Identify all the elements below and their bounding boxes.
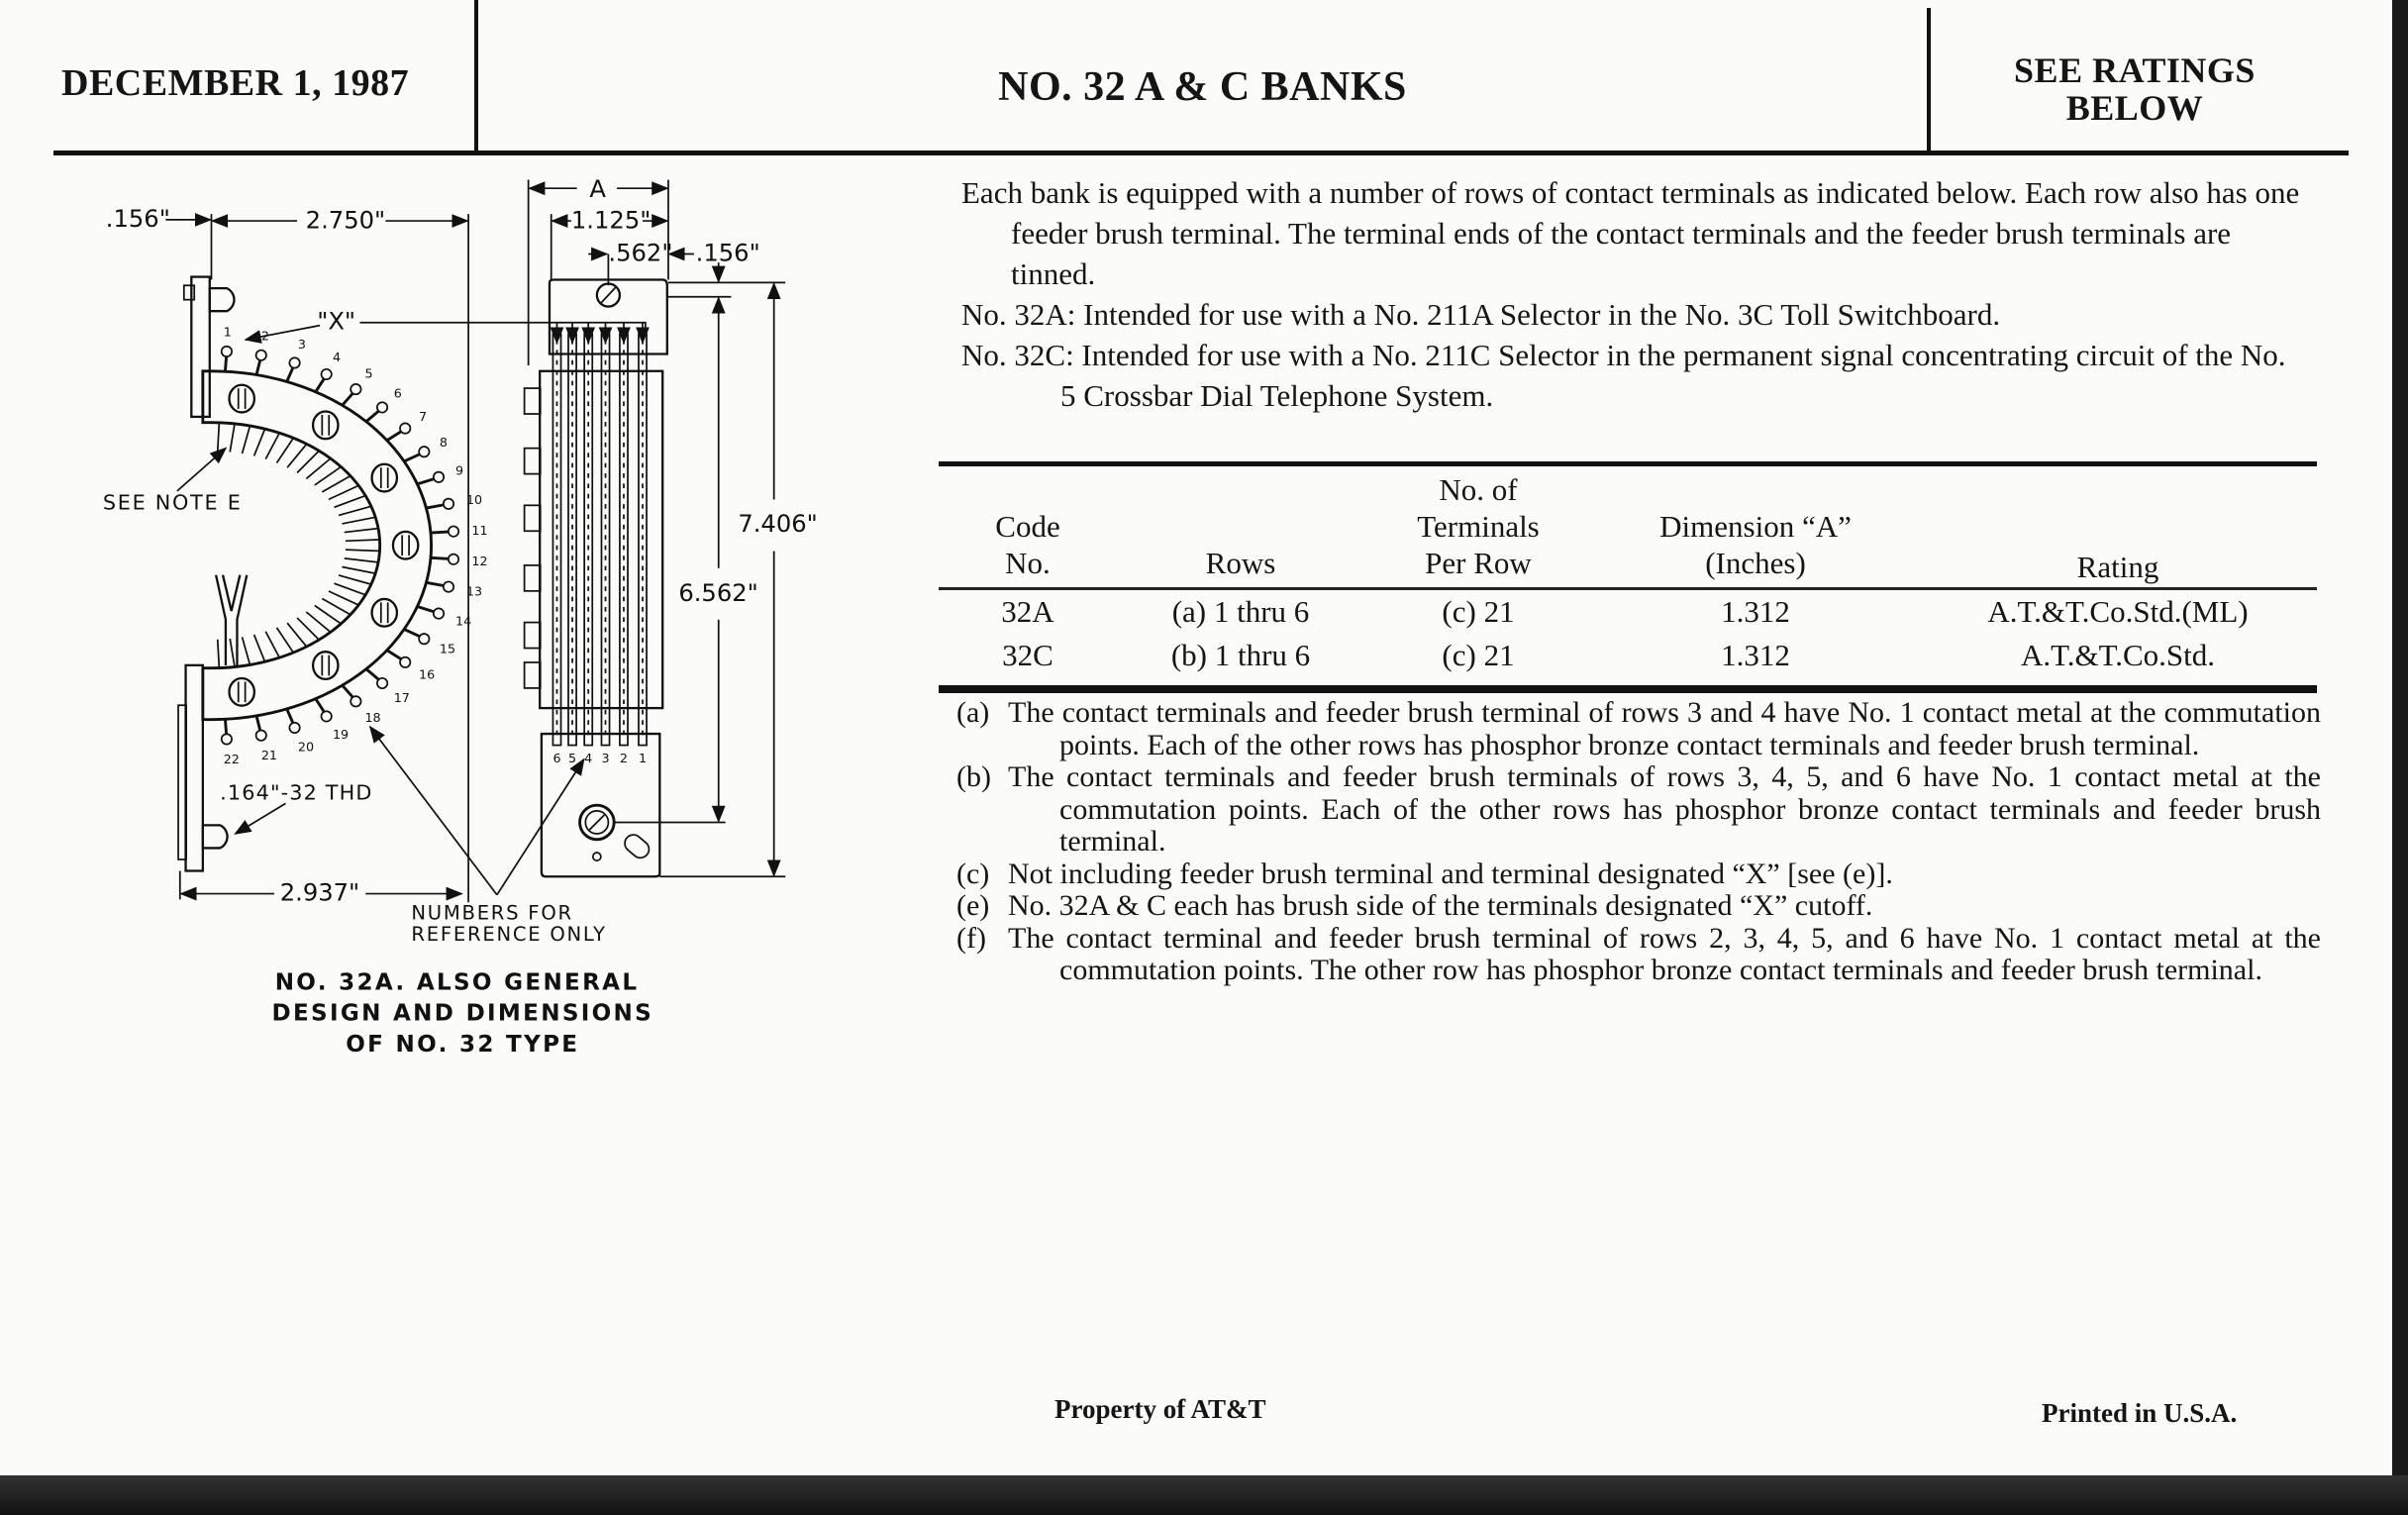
- date: DECEMBER 1, 1987: [61, 62, 410, 104]
- terminal: [426, 505, 443, 508]
- terminal-eye: [321, 711, 331, 721]
- footer-property: Property of AT&T: [1054, 1394, 1266, 1424]
- terminal-number: 7: [419, 409, 428, 425]
- cell-terminals: (c) 21: [1442, 594, 1515, 629]
- dim-2750: 2.750": [305, 206, 386, 235]
- comb-tooth: [254, 635, 265, 661]
- terminal-number: 9: [455, 462, 464, 478]
- cell-dimension: 1.312: [1721, 638, 1790, 672]
- comb-tooth: [329, 485, 358, 499]
- row-number: 1: [638, 750, 648, 765]
- terminal: [343, 685, 352, 697]
- terminal: [417, 607, 433, 612]
- terminal: [426, 582, 443, 585]
- terminal-number: 10: [465, 492, 483, 508]
- cell-terminals: (c) 21: [1442, 638, 1515, 672]
- terminal: [404, 629, 419, 636]
- comb-tooth: [345, 558, 378, 562]
- terminal-number: 18: [364, 710, 381, 726]
- comb-tooth: [265, 632, 279, 657]
- row-number: 2: [619, 750, 629, 765]
- note-a: (a) The contact terminals and feeder brush terminal of rows 3 and 4 have No. 1 contact metal at the commutation points. Each of the other rows has phosphor bronze contact terminals and feeder brush terminal.: [956, 696, 2321, 761]
- terminal-number: 5: [364, 365, 373, 381]
- intro-paragraph: Each bank is equipped with a number of rows of contact terminals as indicated below. Each row also has one feeder brush terminal. The terminal ends of the contact terminals and the feeder brush terminals are tinned.: [961, 175, 2300, 291]
- terminal: [431, 557, 448, 558]
- screw-icon: [229, 678, 253, 706]
- comb-tooth: [243, 426, 251, 454]
- terminal-number: 6: [393, 385, 402, 401]
- comb-tooth: [342, 517, 375, 524]
- header-rule: [53, 151, 2349, 155]
- dim-2937: 2.937": [279, 878, 360, 907]
- table-bottom-rule: [939, 685, 2317, 693]
- terminal-number: 14: [455, 613, 472, 629]
- terminal-number: 12: [471, 553, 488, 568]
- terminal: [316, 699, 324, 712]
- terminal-number: 16: [419, 666, 436, 682]
- comb-tooth: [329, 591, 358, 605]
- note-e: (e) No. 32A & C each has brush side of the terminals designated “X” cutoff.: [956, 889, 1873, 922]
- intro-32a: No. 32A: Intended for use with a No. 211A Selector in the No. 3C Toll Switchboard.: [961, 297, 2001, 332]
- terminal-eye: [377, 402, 387, 412]
- terminal: [316, 379, 324, 392]
- dim-1125: 1.125": [570, 206, 652, 235]
- caption-line-1: NO. 32A. ALSO GENERAL: [274, 969, 640, 996]
- table-row: [939, 634, 2317, 677]
- terminal: [417, 479, 433, 484]
- terminal-number: 1: [223, 324, 232, 340]
- intro-32c: No. 32C: Intended for use with a No. 211C Selector in the permanent signal concentrating circuit of the No. 5 Crossbar Dial Telephone System.: [961, 338, 2286, 413]
- terminal-eye: [222, 734, 232, 744]
- cell-rows: (a) 1 thru 6: [1171, 594, 1310, 629]
- dim-562: .562": [608, 239, 673, 267]
- comb-tooth: [335, 496, 366, 508]
- comb-tooth: [243, 637, 251, 664]
- screw-icon: [313, 652, 338, 679]
- comb-tooth: [276, 438, 293, 462]
- terminal-eye: [419, 634, 429, 644]
- terminal: [366, 412, 378, 422]
- comb-tooth: [335, 583, 366, 595]
- cell-rating: A.T.&T.Co.Std.(ML): [1987, 594, 2249, 629]
- table-top-rule: [939, 461, 2317, 466]
- terminal-eye: [377, 678, 387, 688]
- comb-tooth: [342, 566, 375, 573]
- terminal: [404, 454, 419, 461]
- thread-label: .164"-32 THD: [220, 780, 373, 805]
- col-dimension: Dimension “A” (Inches): [1592, 471, 1919, 589]
- scan-edge-right: [2392, 0, 2408, 1515]
- terminal: [431, 532, 448, 533]
- terminal: [387, 432, 401, 441]
- terminal-eye: [256, 351, 266, 360]
- cell-dimension: 1.312: [1721, 594, 1790, 629]
- terminal: [343, 394, 352, 406]
- terminal-eye: [400, 657, 410, 667]
- comb-tooth: [218, 423, 220, 452]
- comb-tooth: [322, 476, 351, 492]
- terminal-number: 3: [297, 337, 306, 353]
- cell-code: 32A: [1001, 594, 1054, 629]
- label-x: "X": [317, 307, 356, 336]
- terminal: [287, 368, 293, 382]
- comb-tooth: [345, 529, 378, 533]
- screw-icon: [313, 412, 338, 440]
- ratings-table: [939, 471, 2317, 677]
- comb-tooth: [346, 540, 380, 541]
- col-terminals: No. of Terminals Per Row: [1364, 471, 1592, 589]
- terminal-number: 17: [393, 689, 410, 705]
- numbers-ref-1: NUMBERS FOR: [411, 901, 573, 925]
- terminal-number: 19: [332, 726, 350, 742]
- terminal-eye: [449, 555, 458, 564]
- row-number: 4: [584, 750, 593, 765]
- note-f: (f) The contact terminal and feeder brush terminal of rows 2, 3, 4, 5, and 6 have No. 1 contact metal at the commutation points. The other row has phosphor bronze contact terminals and feeder brush terminal.: [956, 921, 2321, 986]
- terminal-eye: [449, 526, 458, 536]
- terminal: [366, 669, 378, 679]
- terminal-eye: [434, 608, 444, 618]
- terminal-number: 15: [439, 641, 456, 656]
- row-number: 3: [601, 750, 610, 765]
- terminal-number: 20: [297, 739, 315, 755]
- terminal-eye: [351, 384, 360, 394]
- terminal-eye: [400, 423, 410, 433]
- dim-156-left: .156": [105, 204, 170, 233]
- cell-code: 32C: [1002, 638, 1054, 672]
- comb-tooth: [339, 506, 371, 515]
- terminal-number: 8: [439, 435, 449, 451]
- comb-tooth: [346, 550, 380, 551]
- terminal-eye: [419, 447, 429, 456]
- col-rows: Rows: [1117, 471, 1364, 589]
- terminal-eye: [444, 499, 453, 509]
- terminal: [287, 709, 293, 723]
- comb-tooth: [287, 444, 307, 467]
- terminal-eye: [222, 347, 232, 356]
- ratings-line-1: SEE RATINGS: [2014, 50, 2256, 90]
- dim-156-right: .156": [695, 239, 760, 267]
- terminal-number: 2: [260, 328, 269, 344]
- scan-edge-bottom: [0, 1475, 2408, 1515]
- intro-text: [961, 172, 2308, 416]
- terminal-eye: [289, 357, 299, 367]
- note-b: (b) The contact terminals and feeder brush terminals of rows 3, 4, 5, and 6 have No. 1 contact metal at the commutation points. Each of the other rows has phosphor bronze contact terminals and feeder brush terminal.: [956, 760, 2321, 858]
- ratings-note: [1931, 51, 2339, 127]
- terminal: [387, 651, 401, 659]
- dim-a: A: [589, 174, 606, 203]
- table-header-row: [939, 471, 2317, 589]
- see-note-e: SEE NOTE E: [102, 490, 243, 515]
- page-title: NO. 32 A & C BANKS: [998, 64, 1407, 110]
- col-code: Code No.: [939, 471, 1117, 589]
- screw-icon: [393, 532, 418, 559]
- footnotes: [956, 697, 2321, 987]
- comb-tooth: [230, 424, 235, 453]
- comb-tooth: [315, 466, 342, 484]
- terminal-eye: [256, 730, 266, 740]
- footer-printed: Printed in U.S.A.: [2042, 1398, 2238, 1428]
- comb-tooth: [276, 628, 293, 653]
- terminal-eye: [434, 472, 444, 482]
- screw-icon: [229, 385, 253, 413]
- dim-6562: 6.562": [678, 579, 758, 608]
- terminal: [256, 360, 260, 374]
- terminal-number: 22: [223, 752, 240, 767]
- terminal-number: 13: [465, 583, 483, 599]
- row-number: 5: [568, 750, 577, 765]
- caption-line-3: OF NO. 32 TYPE: [346, 1031, 580, 1058]
- terminal-eye: [321, 369, 331, 379]
- comb-tooth: [265, 433, 279, 458]
- ratings-line-2: BELOW: [2065, 88, 2204, 128]
- comb-tooth: [218, 640, 220, 668]
- dim-7406: 7.406": [738, 509, 818, 538]
- note-c: (c) Not including feeder brush terminal and terminal designated “X” [see (e)].: [956, 857, 1893, 890]
- terminal-number: 4: [332, 349, 342, 364]
- terminal-number: 11: [471, 522, 488, 538]
- screw-icon: [372, 599, 397, 627]
- cell-rating: A.T.&T.Co.Std.: [2020, 638, 2216, 672]
- cell-rows: (b) 1 thru 6: [1170, 638, 1311, 672]
- row-number: 6: [552, 750, 561, 765]
- comb-tooth: [287, 623, 307, 647]
- caption-line-2: DESIGN AND DIMENSIONS: [271, 1000, 654, 1027]
- col-rating: Rating: [1919, 471, 2317, 589]
- comb-tooth: [322, 598, 351, 614]
- comb-tooth: [297, 451, 319, 472]
- terminal-eye: [444, 581, 453, 591]
- numbers-ref-2: REFERENCE ONLY: [411, 922, 607, 946]
- terminal-eye: [351, 696, 360, 706]
- terminal-number: 21: [260, 748, 278, 763]
- terminal-eye: [289, 723, 299, 733]
- comb-tooth: [339, 575, 371, 584]
- comb-tooth: [254, 429, 265, 455]
- terminal: [225, 357, 226, 371]
- comb-tooth: [315, 606, 342, 624]
- terminal: [256, 716, 260, 730]
- terminal: [225, 719, 226, 733]
- comb-tooth: [297, 618, 319, 640]
- table-row: [939, 589, 2317, 635]
- screw-icon: [372, 464, 397, 492]
- bank-drawing: [0, 168, 891, 1258]
- comb-tooth: [230, 639, 235, 667]
